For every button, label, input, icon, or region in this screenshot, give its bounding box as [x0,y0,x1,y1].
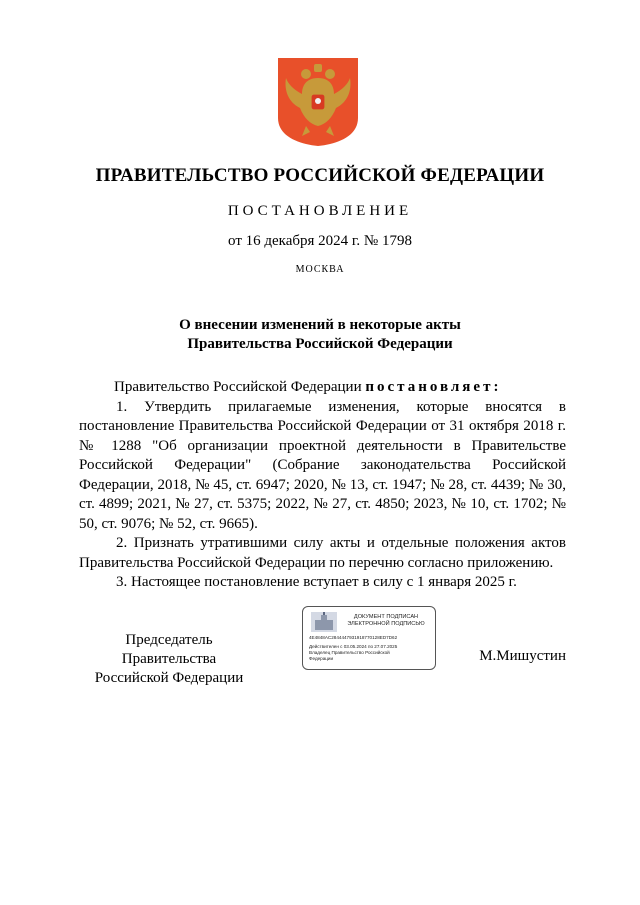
intro-prefix: Правительство Российской Федерации [114,379,366,395]
government-building-icon [311,612,337,632]
stamp-owner-line-1: Владелец Правительство Российской [309,650,390,655]
stamp-serial: 4E4848AC2844447931918770128ED7D62 [309,635,398,640]
subject-line-2: Правительства Российской Федерации [187,336,453,352]
paragraph-1: 1. Утвердить прилагаемые изменения, которые вносятся в постановление Правительства Российской Федерации от 31 октября 2018 г. № 1288 "Об организации проектной деятельности в Правительстве Российской Федерации" (Собрание законодательства Российской Федерации, 2018, № 45, ст. 6947; 2020, № 13, ст. 1947; № 28, ст. 4439; № 30, ст. 4899; 2021, № 27, ст. 5375; 2022, № 27, ст. 4850; 2023, № 10, ст. 1702; № 50, ст. 9076; № 52, ст. 9665). [79,398,566,532]
document-subject [0,316,640,354]
stamp-title-line-2: ЭЛЕКТРОННОЙ ПОДПИСЬЮ [347,621,425,627]
stamp-validity: Действителен с 03.05.2024 по 27.07.2025 [309,644,398,649]
stamp-owner-line-2: Федерации [309,656,334,661]
document-date-number: от 16 декабря 2024 г. № 1798 [228,233,412,249]
electronic-signature-stamp [302,606,436,670]
signatory-name: М.Мишустин [479,648,566,664]
paragraph-2: 2. Признать утратившими силу акты и отдельные положения актов Правительства Российской Федерации по перечню согласно приложению. [79,535,566,571]
government-title: ПРАВИТЕЛЬСТВО РОССИЙСКОЙ ФЕДЕРАЦИИ [95,165,545,186]
subject-line-1: О внесении изменений в некоторые акты [179,317,461,333]
document-body [79,378,566,593]
paragraph-3: 3. Настоящее постановление вступает в силу с 1 января 2025 г. [116,574,517,590]
intro-paragraph [79,378,566,398]
stamp-title [339,614,433,628]
stamp-title-line-1: ДОКУМЕНТ ПОДПИСАН [353,614,419,620]
intro-decree-word: постановляет: [365,379,502,395]
document-type: ПОСТАНОВЛЕНИЕ [227,203,413,219]
document-city: МОСКВА [295,264,345,275]
position-line-2: Российской Федерации [94,670,244,686]
coat-of-arms-icon [276,56,360,148]
signatory-position [79,631,259,688]
position-line-1: Председатель Правительства [121,632,217,667]
